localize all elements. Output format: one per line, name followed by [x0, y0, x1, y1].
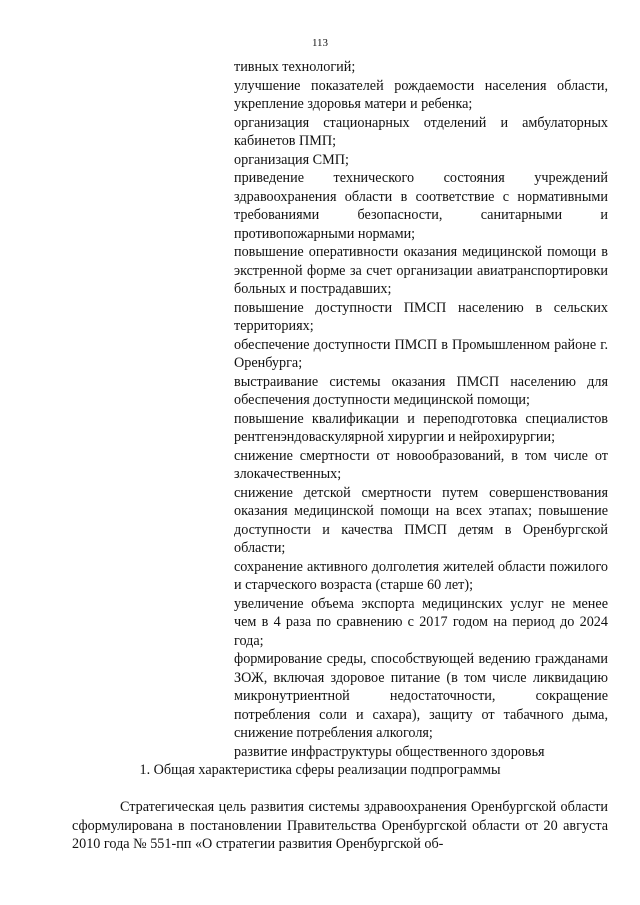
list-item: сохранение активного долголетия жителей области пожилого и старческого возраста (старше 60 лет); — [234, 558, 608, 593]
list-item: снижение смертности от новообразований, в том числе от злокачественных; — [234, 447, 608, 482]
list-item: организация СМП; — [234, 151, 349, 168]
goals-list — [234, 58, 608, 761]
list-item: увеличение объема экспорта медицинских услуг не менее чем в 4 раза по сравнению с 2017 годом на период до 2024 года; — [234, 595, 608, 649]
list-item: повышение квалификации и переподготовка специалистов рентгенэндоваскулярной хирургии и нейрохирургии; — [234, 410, 608, 445]
list-item: тивных технологий; — [234, 59, 356, 75]
list-item: выстраивание системы оказания ПМСП населению для обеспечения доступности медицинской помощи; — [234, 373, 608, 408]
list-item: повышение доступности ПМСП населению в сельских территориях; — [234, 299, 608, 334]
list-item: приведение технического состояния учреждений здравоохранения области в соответствие с нормативными требованиями безопасности, санитарными и противопожарными нормами; — [234, 170, 608, 242]
list-item: снижение детской смертности путем совершенствования оказания медицинской помощи на всех этапах; повышение доступности и качества ПМСП детям в Оренбургской области; — [234, 484, 608, 556]
body-paragraph: Стратегическая цель развития системы здравоохранения Оренбургской области сформулирована в постановлении Правительства Оренбургской области от 20 августа 2010 года № 551-пп «О стратегии развития Оренбургской об- — [72, 799, 608, 852]
list-item: улучшение показателей рождаемости населения области, укрепление здоровья матери и ребенка; — [234, 77, 608, 112]
list-item: обеспечение доступности ПМСП в Промышленном районе г. Оренбурга; — [234, 336, 608, 371]
list-item: организация стационарных отделений и амбулаторных кабинетов ПМП; — [234, 114, 608, 149]
list-item: развитие инфраструктуры общественного здоровья — [234, 743, 545, 760]
page-number: 113 — [311, 37, 329, 49]
list-item: повышение оперативности оказания медицинской помощи в экстренной форме за счет организации авиатранспортировки больных и пострадавших; — [234, 244, 608, 297]
list-item: формирование среды, способствующей ведению гражданами ЗОЖ, включая здоровое питание (в том числе ликвидацию микронутриентной недостаточности, сокращение потребления соли и сахара), защиту от табачного дыма, снижение потребления алкоголя; — [234, 651, 608, 741]
section-heading: 1. Общая характеристика сферы реализации подпрограммы — [139, 762, 501, 778]
